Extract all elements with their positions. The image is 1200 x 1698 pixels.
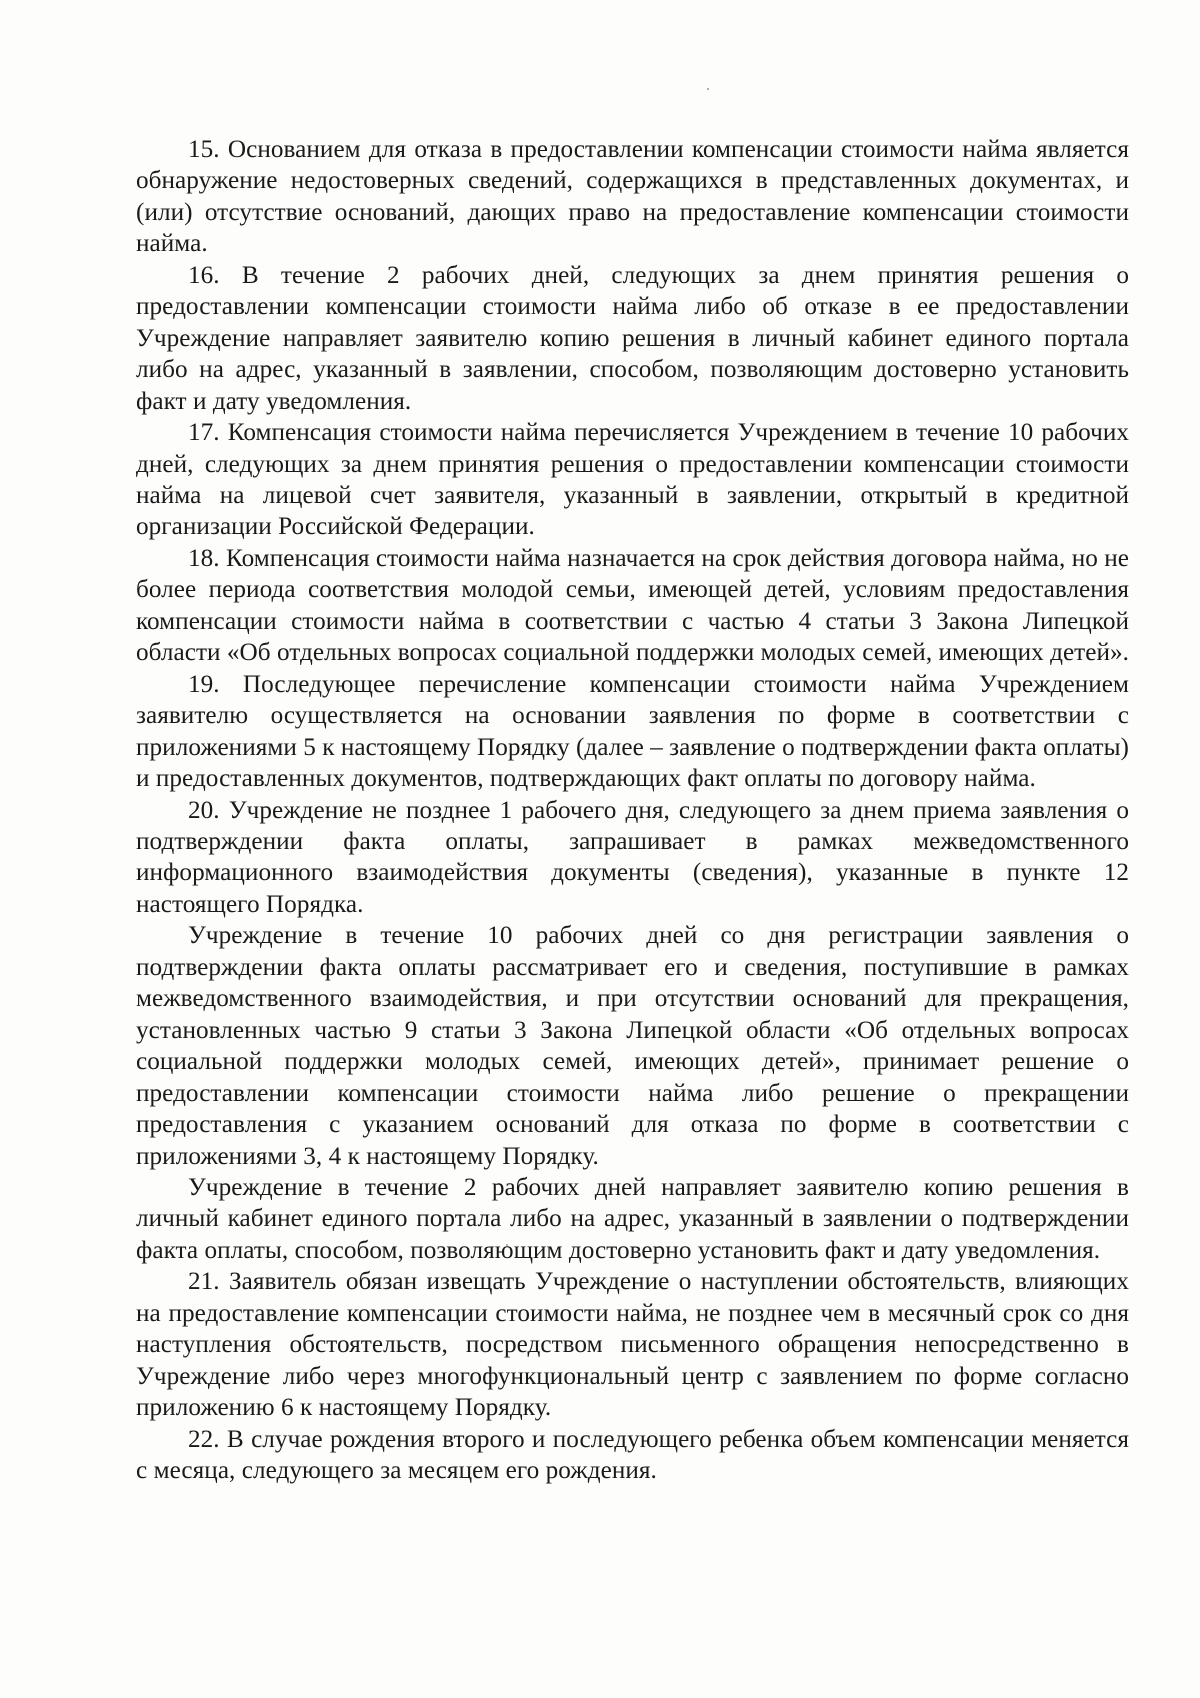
paragraph-19: 19. Последующее перечисление компенсации стоимости найма Учреждением заявителю осуществляется на основании заявления по форме в соответствии с приложениями 5 к настоящему Порядку (далее – заявление о подтверждении факта оплаты) и предоставленных документов, подтверждающих факт оплаты по договору найма. — [136, 670, 1129, 793]
paragraph-16: 16. В течение 2 рабочих дней, следующих за днем принятия решения о предоставлении компенсации стоимости найма либо об отказе в ее предоставлении Учреждение направляет заявителю копию решения в личный кабинет единого портала либо на адрес, указанный в заявлении, способом, позволяющим достоверно установить факт и дату уведомления. — [136, 261, 1129, 415]
paragraph-20-continued-1: Учреждение в течение 10 рабочих дней со дня регистрации заявления о подтверждении факта оплаты рассматривает его и сведения, поступившие в рамках межведомственного взаимодействия, и при отсутствии оснований для прекращения, установленных частью 9 статьи 3 Закона Липецкой области «Об отдельных вопросах социальной поддержки молодых семей, имеющих детей», принимает решение о предоставлении компенсации стоимости найма либо решение о прекращении предоставления с указанием оснований для отказа по форме в соответствии с приложениями 3, 4 к настоящему Порядку. — [136, 922, 1129, 1170]
scan-artifact-dot — [707, 88, 709, 90]
paragraph-21: 21. Заявитель обязан извещать Учреждение о наступлении обстоятельств, влияющих на предоставление компенсации стоимости найма, не позднее чем в месячный срок со дня наступления обстоятельств, посредством письменного обращения непосредственно в Учреждение либо через многофункциональный центр с заявлением по форме согласно приложению 6 к настоящему Порядку. — [136, 1268, 1129, 1422]
paragraph-18: 18. Компенсация стоимости найма назначается на срок действия договора найма, но не более периода соответствия молодой семьи, имеющей детей, условиям предоставления компенсации стоимости найма в соответствии с частью 4 статьи 3 Закона Липецкой области «Об отдельных вопросах социальной поддержки молодых семей, имеющих детей». — [136, 544, 1129, 667]
paragraph-20: 20. Учреждение не позднее 1 рабочего дня, следующего за днем приема заявления о подтверждении факта оплаты, запрашивает в рамках межведомственного информационного взаимодействия документы (сведения), указанные в пункте 12 настоящего Порядка. — [136, 796, 1129, 918]
paragraph-17: 17. Компенсация стоимости найма перечисляется Учреждением в течение 10 рабочих дней, следующих за днем принятия решения о предоставлении компенсации стоимости найма на лицевой счет заявителя, указанный в заявлении, открытый в кредитной организации Российской Федерации. — [136, 419, 1129, 541]
paragraph-22: 22. В случае рождения второго и последующего ребенка объем компенсации меняется с месяца, следующего за месяцем его рождения. — [136, 1425, 1129, 1485]
document-body — [136, 134, 1129, 1486]
paragraph-20-continued-2: Учреждение в течение 2 рабочих дней направляет заявителю копию решения в личный кабинет единого портала либо на адрес, указанный в заявлении о подтверждении факта оплаты, способом, позволяющим достоверно установить факт и дату уведомления. — [136, 1173, 1129, 1264]
paragraph-15: 15. Основанием для отказа в предоставлении компенсации стоимости найма является обнаружение недостоверных сведений, содержащихся в представленных документах, и (или) отсутствие оснований, дающих право на предоставление компенсации стоимости найма. — [136, 136, 1129, 258]
